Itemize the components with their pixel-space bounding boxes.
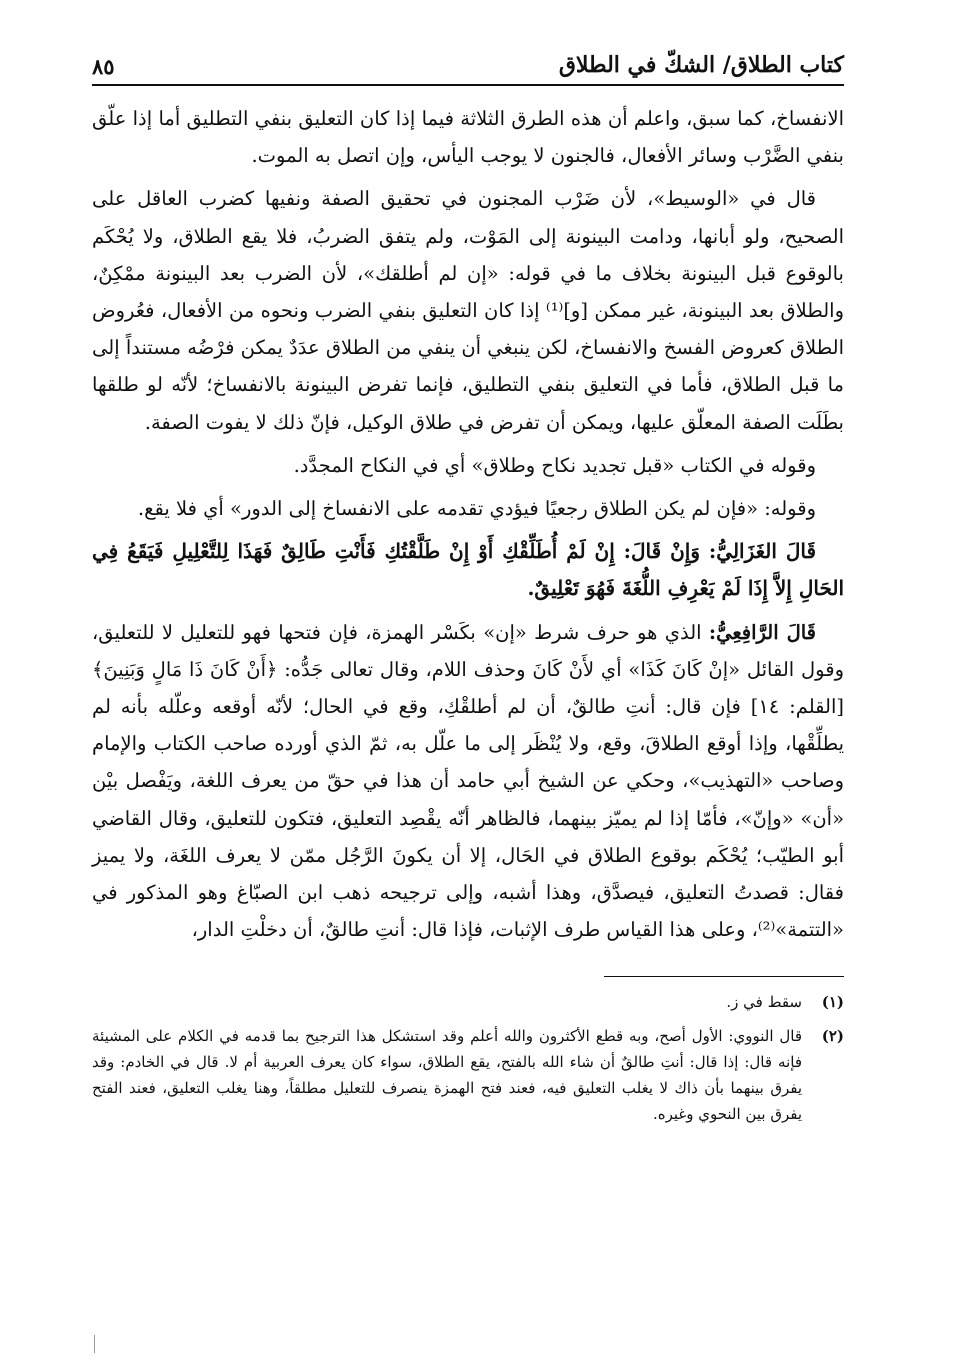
footnote-1-number: (١): [821, 993, 844, 1012]
scan-margin-mark: [94, 1335, 95, 1353]
matn-text: وَإِنْ قَالَ: إِنْ لَمْ أُطَلِّقْكِ أَوْ إِنْ طَلَّقْتُكِ فَأَنْتِ طَالِقٌ فَهَذَا لِلتَّعْلِيلِ فَيَقَعُ فِي الحَالِ إِلاَّ إِذَا لَمْ يَعْرِفِ اللُّغَةَ فَهُوَ تَعْلِيقٌ.: [92, 539, 844, 601]
main-text: [92, 100, 844, 948]
page-number: ٨٥: [92, 54, 115, 79]
footnote-divider: [604, 976, 844, 977]
page-header: [92, 44, 844, 86]
footnote-2-number: (٢): [821, 1027, 844, 1046]
paragraph-2: قال في «الوسيط»، لأن ضَرْب المجنون في تحقيق الصفة ونفيها كضرب العاقل على الصحيح، ولو أبانها، ودامت البينونة إلى المَوْت، ولم يتفق الضربُ، فلا يقع الطلاق، ولا يُحْكَم بالوقوع قبل البينونة بخلاف ما في قوله: «إن لم أطلقك»، لأن الضرب بعد البينونة ممْكِنٌ، والطلاق بعد البينونة، غير ممكن [و]⁽¹⁾ إذا كان التعليق بنفي الضرب ونحوه من الأفعال، فعُروض الطلاق كعروض الفسخ والانفساخ، لكن ينبغي أن ينفي من الطلاق عدَدٌ يمكن فرْضُه مستنداً إلى ما قبل الطلاق، فأما في التعليق بنفي التطليق، فإنما تفرض البينونة بالانفساخ؛ لأنّه لو طلقها بطَلَت الصفة المعلّق عليها، ويمكن أن تفرض في طلاق الوكيل، فإنّ ذلك لا يفوت الصفة.: [92, 187, 844, 434]
sharh-paragraph: [92, 614, 844, 949]
footnotes: [92, 989, 844, 1127]
matn-speaker: قَالَ الغَزَالِيُّ:: [708, 539, 817, 564]
paragraph-1: الانفساخ، كما سبق، واعلم أن هذه الطرق الثلاثة فيما إذا كان التعليق بنفي التطليق أما إذا علّق بنفي الضَّرْب وسائر الأفعال، فالجنون لا يوجب اليأس، وإن اتصل به الموت.: [92, 107, 844, 168]
book-page: [92, 44, 844, 1135]
footnote-1: [92, 989, 844, 1015]
paragraph-4: وقوله: «فإن لم يكن الطلاق رجعيًا فيؤدي تقدمه على الانفساخ إلى الدور» أي فلا يقع.: [137, 497, 816, 521]
footnote-2: [92, 1023, 844, 1127]
running-title: كتاب الطلاق/ الشكّ في الطلاق: [558, 52, 844, 78]
matn-paragraph: [92, 533, 844, 607]
sharh-speaker: قَالَ الرَّافِعِيُّ:: [708, 620, 817, 644]
paragraph-3: وقوله في الكتاب «قبل تجديد نكاح وطلاق» أي في النكاح المجدَّد.: [293, 453, 816, 477]
sharh-text: الذي هو حرف شرط «إن» بكَسْر الهمزة، فإن فتحها فهو للتعليل لا للتعليق، وقول القائل «إنْ كَانَ كَذَا» أي لأَنْ كَانَ وحذف اللام، وقال تعالى جَدُّه: ﴿أَنْ كَانَ ذَا مَالٍ وَبَنِينَ﴾ [القلم: ١٤] فإن قال: أنتِ طالقٌ، أن لم أطلقْكِ، وقع في الحال؛ لأنّه أوقعه وعلّله بأنه لم يطلِّقْها، وإذا أوقع الطلاقَ، وقع، ولا يُنْظَر إلى ما علّل به، ثمّ الذي أورده صاحب الكتاب والإمام وصاحب «التهذيب»، وحكي عن الشيخ أبي حامد أن هذا في حقّ من يعرف اللغة، ويَفْصل بيْن «أن» «وإنّ»، فأمّا إذا لم يميّز بينهما، فالظاهر أنّه يقْصِد التعليق، فتكون للتعليق، وقال القاضي أبو الطيّب؛ يُحْكَم بوقوع الطلاق في الحَال، إلا أن يكونَ الرَّجُل ممّن لا يعرف اللغَة، ولا يميز فقال: قصدتُ التعليق، فيصدَّق، وهذا أشبه، وإلى ترجيحه ذهب ابن الصبّاغ وهو المذكور في «التتمة»⁽²⁾، وعلى هذا القياس طرف الإثبات، فإذا قال: أنتِ طالقٌ، أن دخلْتِ الدار،: [92, 620, 844, 942]
footnote-2-text: قال النووي: الأول أصح، وبه قطع الأكثرون والله أعلم وقد استشكل هذا الترجيح بما قدمه في الكلام على المشيئة فإنه قال: إذا قال: أنتِ طالقٌ أن شاء الله بالفتح، يقع الطلاق، سواء كان يعرف العربية أم لا. قال في الخادم: وقد يفرق بينهما بأن ذاك لا يغلب التعليق فيه، فعند فتح الهمزة ينصرف للتعليل مطلقاً، وهنا يغلب التعليق، فعند الفتح يفرق بين النحوي وغيره.: [92, 1027, 802, 1124]
footnote-1-text: سقط في ز.: [726, 993, 802, 1012]
